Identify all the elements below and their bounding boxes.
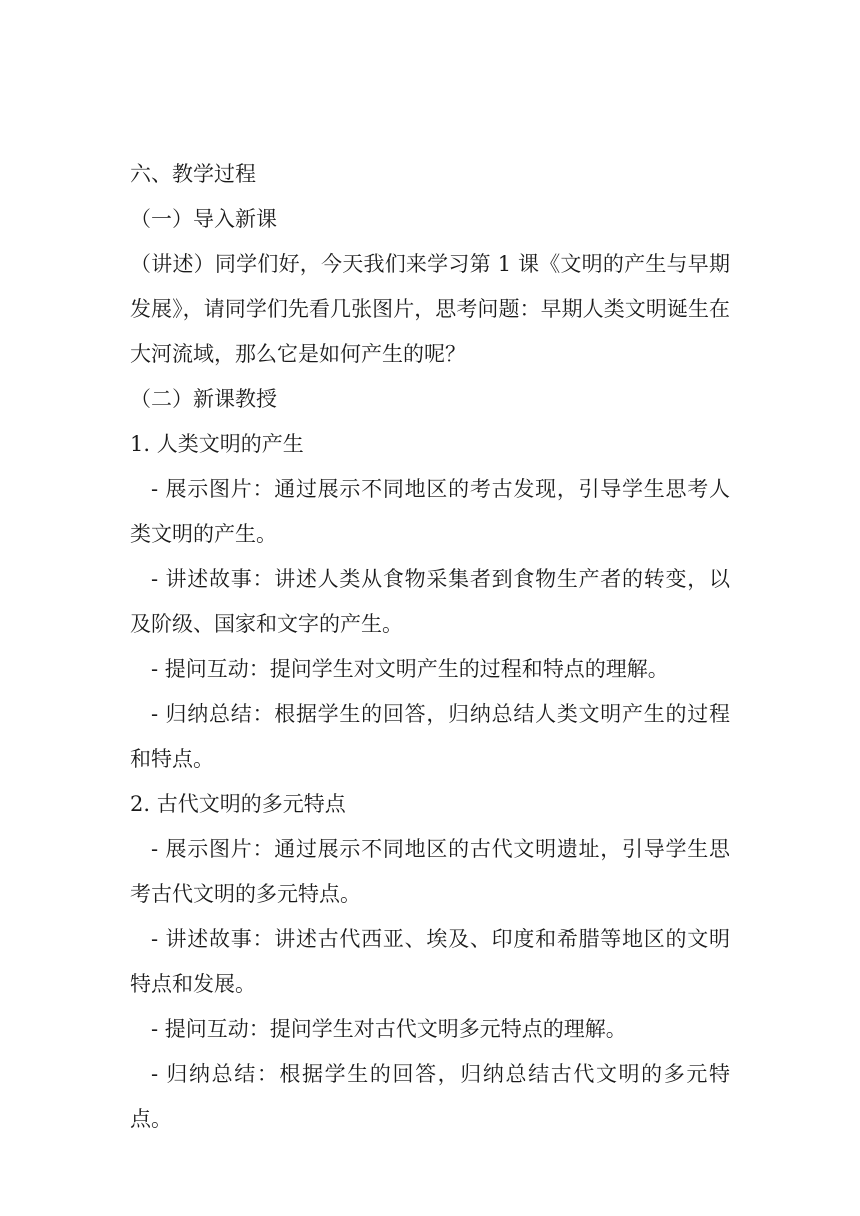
document-page bbox=[130, 152, 730, 1142]
section-heading: 六、教学过程 bbox=[130, 162, 256, 186]
topic-1-item-show-pictures: - 展示图片：通过展示不同地区的考古发现，引导学生思考人类文明的产生。 bbox=[130, 477, 730, 546]
topic-1-item-tell-story: - 讲述故事：讲述人类从食物采集者到食物生产者的转变，以及阶级、国家和文字的产生。 bbox=[130, 567, 730, 636]
topic-heading-1: 1. 人类文明的产生 bbox=[130, 432, 304, 456]
topic-2-item-show-pictures: - 展示图片：通过展示不同地区的古代文明遗址，引导学生思考古代文明的多元特点。 bbox=[130, 837, 730, 906]
topic-1-item-summary: - 归纳总结：根据学生的回答，归纳总结人类文明产生的过程和特点。 bbox=[130, 702, 730, 771]
topic-2-item-summary: - 归纳总结：根据学生的回答，归纳总结古代文明的多元特点。 bbox=[130, 1062, 730, 1131]
topic-2-item-tell-story: - 讲述故事：讲述古代西亚、埃及、印度和希腊等地区的文明特点和发展。 bbox=[130, 927, 730, 996]
topic-2-item-questions: - 提问互动：提问学生对古代文明多元特点的理解。 bbox=[151, 1017, 627, 1041]
intro-paragraph: （讲述）同学们好，今天我们来学习第 1 课《文明的产生与早期发展》，请同学们先看几张图片，思考问题：早期人类文明诞生在大河流域，那么它是如何产生的呢？ bbox=[130, 252, 730, 366]
topic-1-item-questions: - 提问互动：提问学生对文明产生的过程和特点的理解。 bbox=[151, 657, 669, 681]
topic-heading-2: 2. 古代文明的多元特点 bbox=[130, 792, 346, 816]
subsection-heading-intro: （一）导入新课 bbox=[130, 207, 277, 231]
subsection-heading-teaching: （二）新课教授 bbox=[130, 387, 277, 411]
